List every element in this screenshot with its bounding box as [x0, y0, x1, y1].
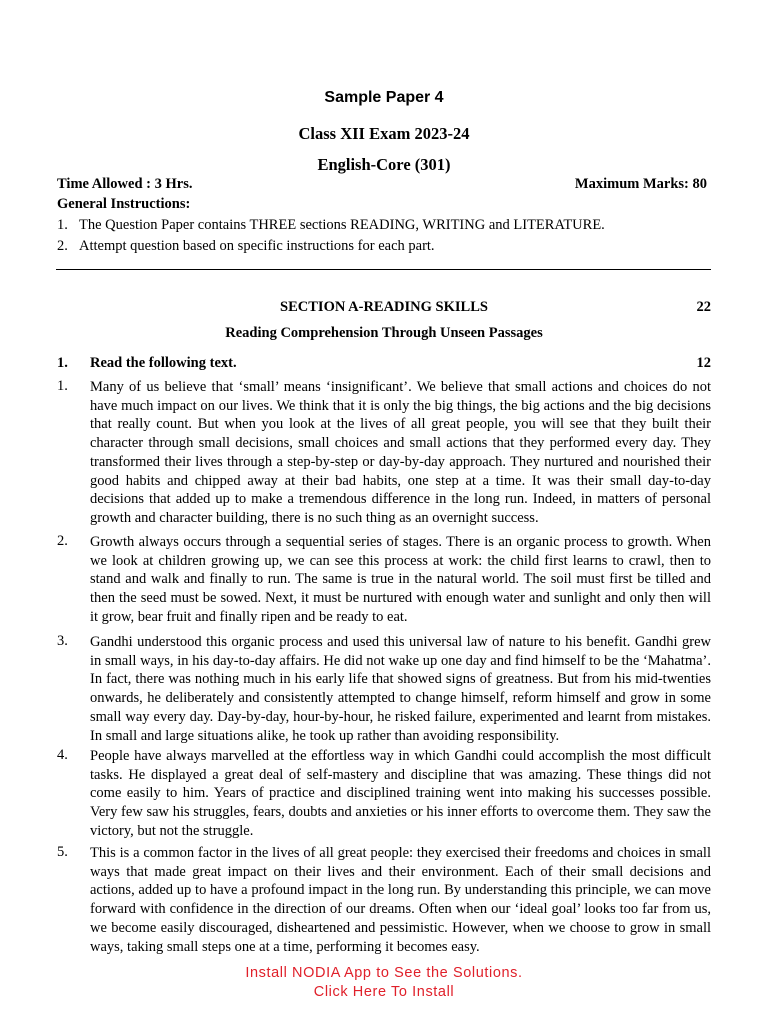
paragraph-text: Growth always occurs through a sequential series of stages. There is an organic process to growth. When we look at children growing up, we can see this process at work: the child first learns to crawl, then to stand and walk and finally to run. The same is true in the natural world. The soil must first be tilled and then the seed must be sowed. Next, it must be nurtured with enough water and sunlight and only then will it grow, bear fruit and finally ripen and be ready to eat.: [90, 534, 711, 625]
question-number: 1.: [57, 355, 68, 371]
meta-row: [57, 176, 707, 193]
paragraph-number: 1.: [57, 378, 68, 394]
paragraph-number: 5.: [57, 844, 68, 860]
paragraph-number: 4.: [57, 747, 68, 763]
passage-paragraph: [57, 844, 711, 956]
instruction-number: 2.: [57, 238, 68, 254]
passage-paragraph: [57, 378, 711, 528]
general-instructions-label: General Instructions:: [57, 196, 191, 212]
passage-paragraph: [57, 533, 711, 627]
passage-paragraph: [57, 633, 711, 745]
instruction-text: The Question Paper contains THREE sections READING, WRITING and LITERATURE.: [79, 217, 605, 233]
paper-title: Sample Paper 4: [324, 89, 444, 106]
paragraph-number: 2.: [57, 533, 68, 549]
instruction-number: 1.: [57, 217, 68, 233]
install-app-link[interactable]: Install NODIA App to See the Solutions.: [245, 965, 523, 981]
maximum-marks: Maximum Marks: 80: [574, 176, 707, 192]
paragraph-number: 3.: [57, 633, 68, 649]
divider: [56, 269, 711, 270]
subject-title: English-Core (301): [317, 155, 451, 174]
paragraph-text: This is a common factor in the lives of all great people: they exercised their freedoms and choices in small ways that made great impact on their lives and their environment. Each of their small decisions and actions, added up to have a profound impact in the long run. By understanding this principle, we can move forward with confidence in the direction of our dreams. Often when our ‘ideal goal’ looks too far from us, we become easily discouraged, disheartened and pessimistic. However, when we choose to grow in small ways, taking small steps one at a time, performing it becomes easy.: [90, 845, 711, 955]
exam-title: Class XII Exam 2023-24: [298, 124, 470, 143]
question-text: Read the following text.: [90, 355, 237, 371]
section-marks: 22: [696, 299, 711, 315]
instruction-text: Attempt question based on specific instructions for each part.: [79, 238, 435, 254]
paragraph-text: People have always marvelled at the effortless way in which Gandhi could accomplish the most difficult tasks. He displayed a great deal of self-mastery and discipline that was amazing. These things did not come easily to him. Years of practice and disciplined training went into making his successes possible. Very few saw his struggles, fears, doubts and anxieties or his inner efforts to overcome them. They saw the victory, but not the struggle.: [90, 748, 711, 839]
section-title: SECTION A-READING SKILLS: [280, 299, 488, 315]
section-subtitle: Reading Comprehension Through Unseen Passages: [225, 325, 543, 341]
paragraph-text: Many of us believe that ‘small’ means ‘insignificant’. We believe that small actions and choices do not have much impact on our lives. We think that it is only the big things, the big actions and the big decisions that really count. But when you look at the lives of all great people, you will see that they built their character through small decisions, small choices and small actions that they performed every day. They transformed their lives through a step-by-step or day-by-day approach. They nurtured and nourished their good habits and chipped away at their bad habits, one step at a time. It was their small day-to-day decisions that added up to make a tremendous difference in the long run. Indeed, in matters of personal growth and character building, there is no such thing as an overnight success.: [90, 379, 711, 526]
passage-paragraph: [57, 747, 711, 841]
install-app-banner: [0, 964, 768, 1001]
click-to-install-link[interactable]: Click Here To Install: [313, 983, 455, 1000]
question-marks: 12: [696, 355, 711, 371]
time-allowed: Time Allowed : 3 Hrs.: [57, 176, 193, 192]
paragraph-text: Gandhi understood this organic process and used this universal law of nature to his benefit. Gandhi grew in small ways, in his day-to-day affairs. He did not wake up one day and find himself to be the ‘Mahatma’. In fact, there was nothing much in his early life that showed signs of greatness. But from his mid-twenties onwards, he deliberately and consistently attempted to change himself, reform himself and grow in some small way every day. Day-by-day, hour-by-hour, he risked failure, experimented and learnt from mistakes. In small and large situations alike, he took up rather than avoiding responsibility.: [90, 634, 711, 744]
